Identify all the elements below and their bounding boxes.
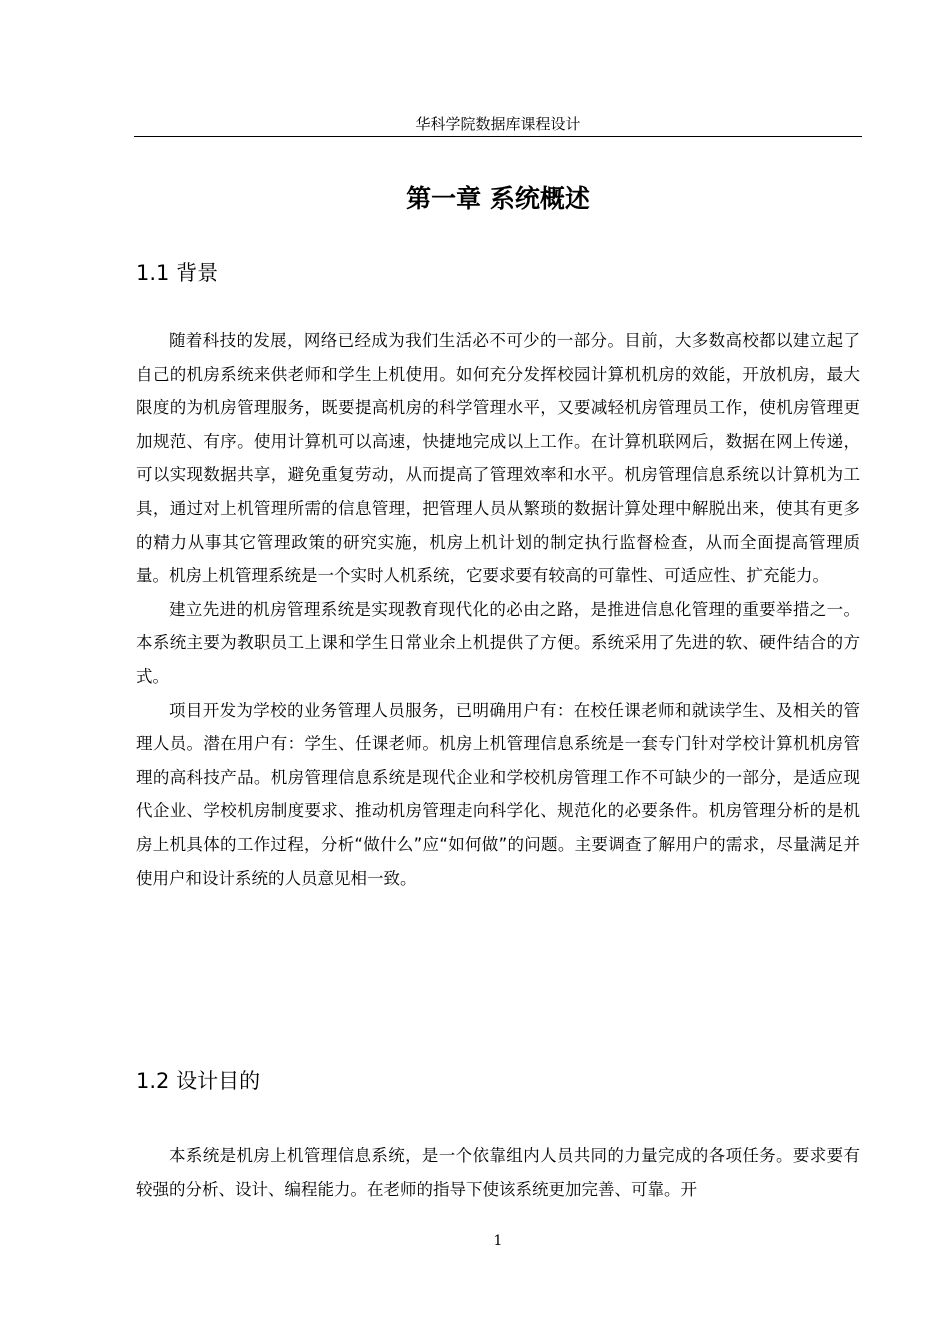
header-rule — [134, 136, 862, 137]
chapter-title: 第一章 系统概述 — [406, 184, 590, 213]
paragraph: 项目开发为学校的业务管理人员服务，已明确用户有：在校任课老师和就读学生、及相关的管理人员。潜在用户有：学生、任课老师。机房上机管理信息系统是一套专门针对学校计算机机房管理的高科技产品。机房管理信息系统是现代企业和学校机房管理工作不可缺少的一部分，是适应现代企业、学校机房制度要求、推动机房管理走向科学化、规范化的必要条件。机房管理分析的是机房上机具体的工作过程，分析“做什么”应“如何做”的问题。主要调查了解用户的需求，尽量满足并使用户和设计系统的人员意见相一致。 — [136, 700, 860, 888]
section-body-background — [136, 324, 860, 895]
paragraph: 建立先进的机房管理系统是实现教育现代化的必由之路，是推进信息化管理的重要举措之一。本系统主要为教职员工上课和学生日常业余上机提供了方便。系统采用了先进的软、硬件结合的方式。 — [136, 599, 860, 686]
page-number: 1 — [493, 1233, 503, 1249]
section-heading-background: 1.1 背景 — [136, 261, 219, 285]
section-heading-design-purpose: 1.2 设计目的 — [136, 1069, 261, 1093]
paragraph: 本系统是机房上机管理信息系统，是一个依靠组内人员共同的力量完成的各项任务。要求要有较强的分析、设计、编程能力。在老师的指导下使该系统更加完善、可靠。开 — [136, 1146, 860, 1199]
running-header: 华科学院数据库课程设计 — [415, 115, 581, 133]
paragraph: 随着科技的发展，网络已经成为我们生活必不可少的一部分。目前，大多数高校都以建立起了自己的机房系统来供老师和学生上机使用。如何充分发挥校园计算机机房的效能，开放机房，最大限度的为机房管理服务，既要提高机房的科学管理水平，又要减轻机房管理员工作，使机房管理更加规范、有序。使用计算机可以高速，快捷地完成以上工作。在计算机联网后，数据在网上传递，可以实现数据共享，避免重复劳动，从而提高了管理效率和水平。机房管理信息系统以计算机为工具，通过对上机管理所需的信息管理，把管理人员从繁琐的数据计算处理中解脱出来，使其有更多的精力从事其它管理政策的研究实施，机房上机计划的制定执行监督检查，从而全面提高管理质量。机房上机管理系统是一个实时人机系统，它要求要有较高的可靠性、可适应性、扩充能力。 — [136, 331, 860, 586]
section-body-design-purpose — [136, 1139, 860, 1206]
